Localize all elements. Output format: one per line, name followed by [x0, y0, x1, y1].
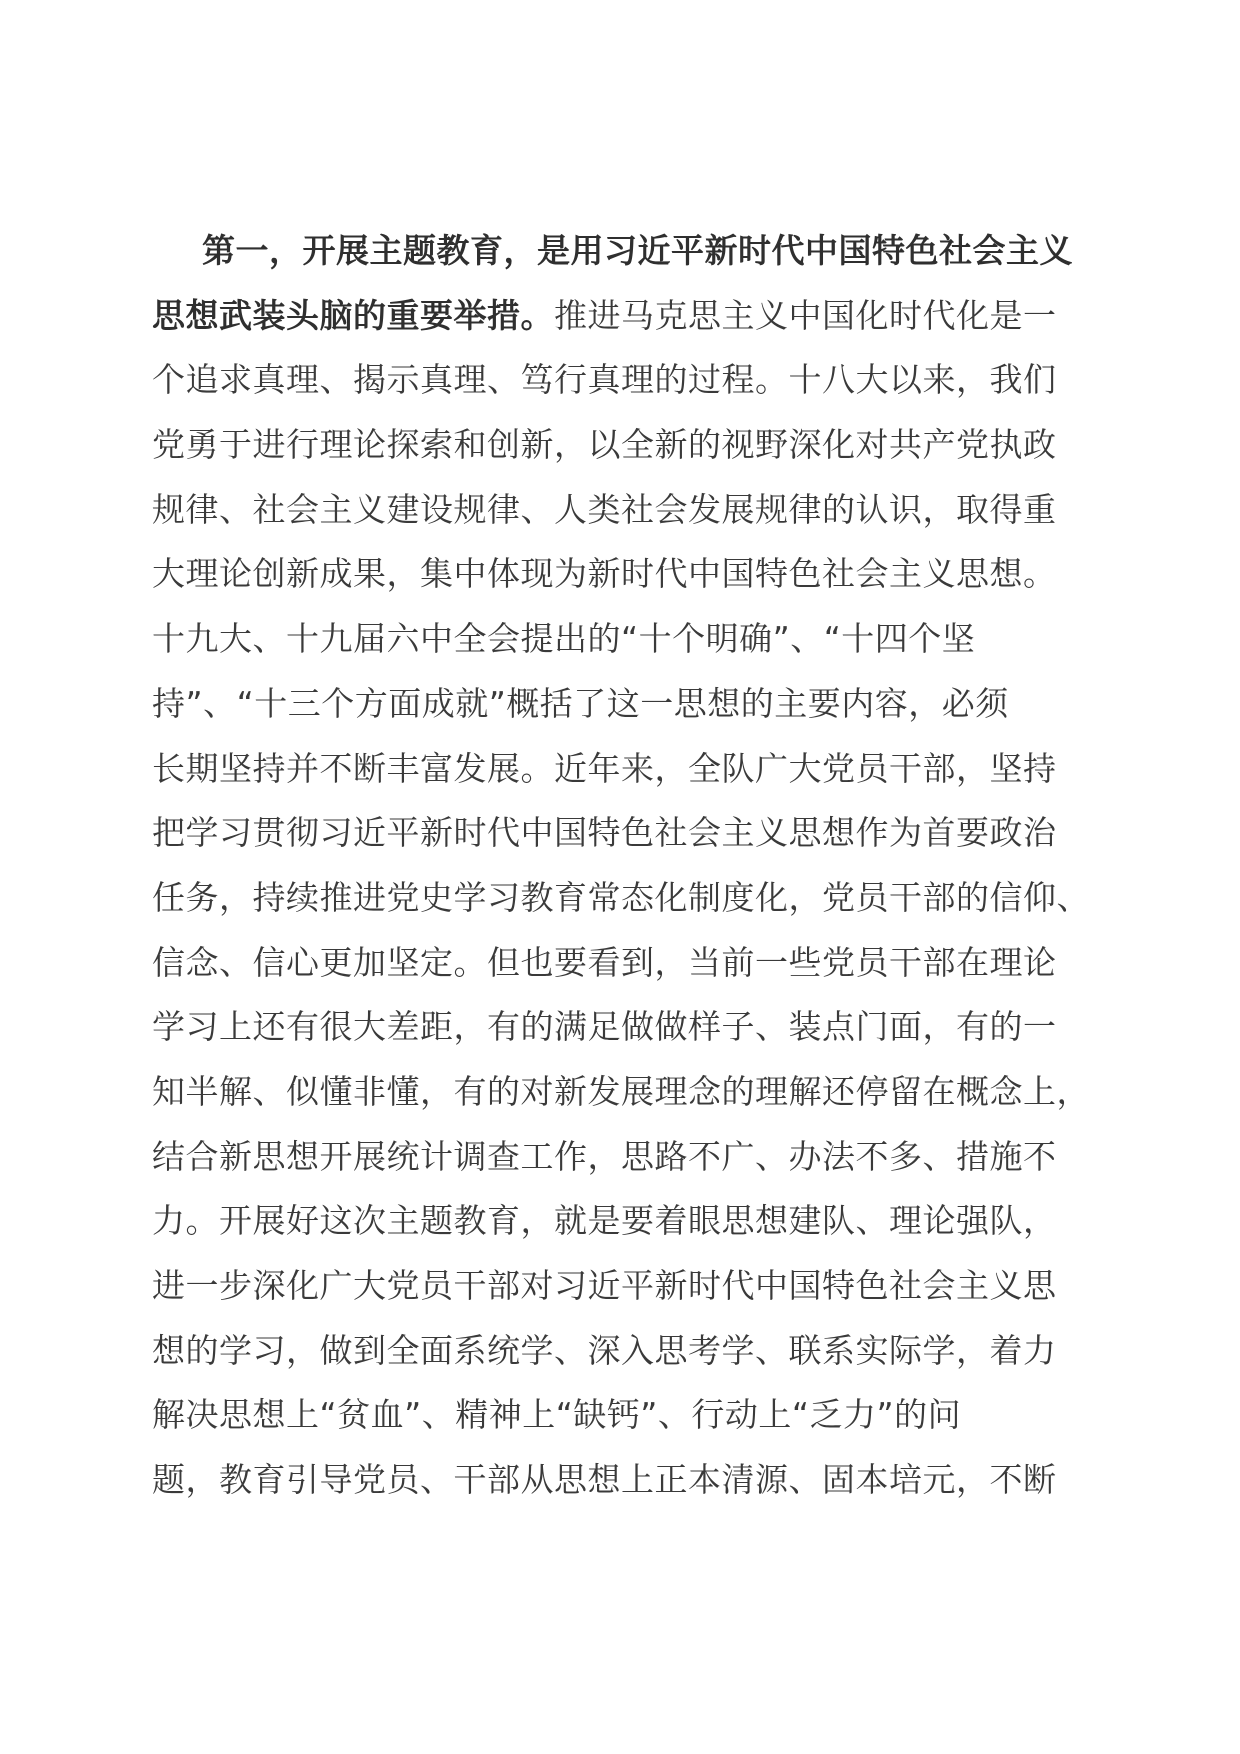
paragraph-line: 题，教育引导党员、干部从思想上正本清源、固本培元，不断 — [152, 1460, 1057, 1500]
paragraph-line: 进一步深化广大党员干部对习近平新时代中国特色社会主义思 — [152, 1266, 1057, 1305]
paragraph-line: 知半解、似懂非懂，有的对新发展理念的理解还停留在概念上， — [152, 1071, 1090, 1111]
paragraph-text: 推进马克思主义中国化时代化是一 — [554, 295, 1057, 335]
paragraph-line: 解决思想上“贫血”、精神上“缺钙”、行动上“乏力”的问 — [152, 1395, 962, 1435]
paragraph-line: 学习上还有很大差距，有的满足做做样子、装点门面，有的一 — [152, 1007, 1057, 1047]
paragraph-line: 把学习贯彻习近平新时代中国特色社会主义思想作为首要政治 — [152, 813, 1057, 853]
paragraph-line: 结合新思想开展统计调查工作，思路不广、办法不多、措施不 — [152, 1136, 1057, 1176]
paragraph-line: 持”、“十三个方面成就”概括了这一思想的主要内容，必须 — [152, 683, 1009, 723]
paragraph-line: 十九大、十九届六中全会提出的“十个明确”、“十四个坚 — [152, 619, 976, 659]
paragraph-line — [152, 219, 1100, 284]
paragraph-line: 力。开展好这次主题教育，就是要着眼思想建队、理论强队， — [152, 1201, 1057, 1241]
body-paragraph — [152, 219, 1100, 1513]
paragraph-line: 个追求真理、揭示真理、笃行真理的过程。十八大以来，我们 — [152, 360, 1057, 400]
paragraph-line: 党勇于进行理论探索和创新，以全新的视野深化对共产党执政 — [152, 425, 1057, 465]
paragraph-line: 信念、信心更加坚定。但也要看到，当前一些党员干部在理论 — [152, 942, 1057, 982]
paragraph-line: 想的学习，做到全面系统学、深入思考学、联系实际学，着力 — [152, 1330, 1057, 1370]
paragraph-line: 长期坚持并不断丰富发展。近年来，全队广大党员干部，坚持 — [152, 748, 1057, 788]
paragraph-line — [152, 284, 1100, 349]
paragraph-line: 大理论创新成果，集中体现为新时代中国特色社会主义思想。 — [152, 554, 1057, 594]
paragraph-line: 任务，持续推进党史学习教育常态化制度化，党员干部的信仰、 — [152, 877, 1090, 917]
paragraph-heading: 第一，开展主题教育，是用习近平新时代中国特色社会主义 — [202, 231, 1073, 270]
paragraph-heading-continued: 思想武装头脑的重要举措。 — [152, 295, 554, 335]
paragraph-line: 规律、社会主义建设规律、人类社会发展规律的认识，取得重 — [152, 489, 1057, 529]
